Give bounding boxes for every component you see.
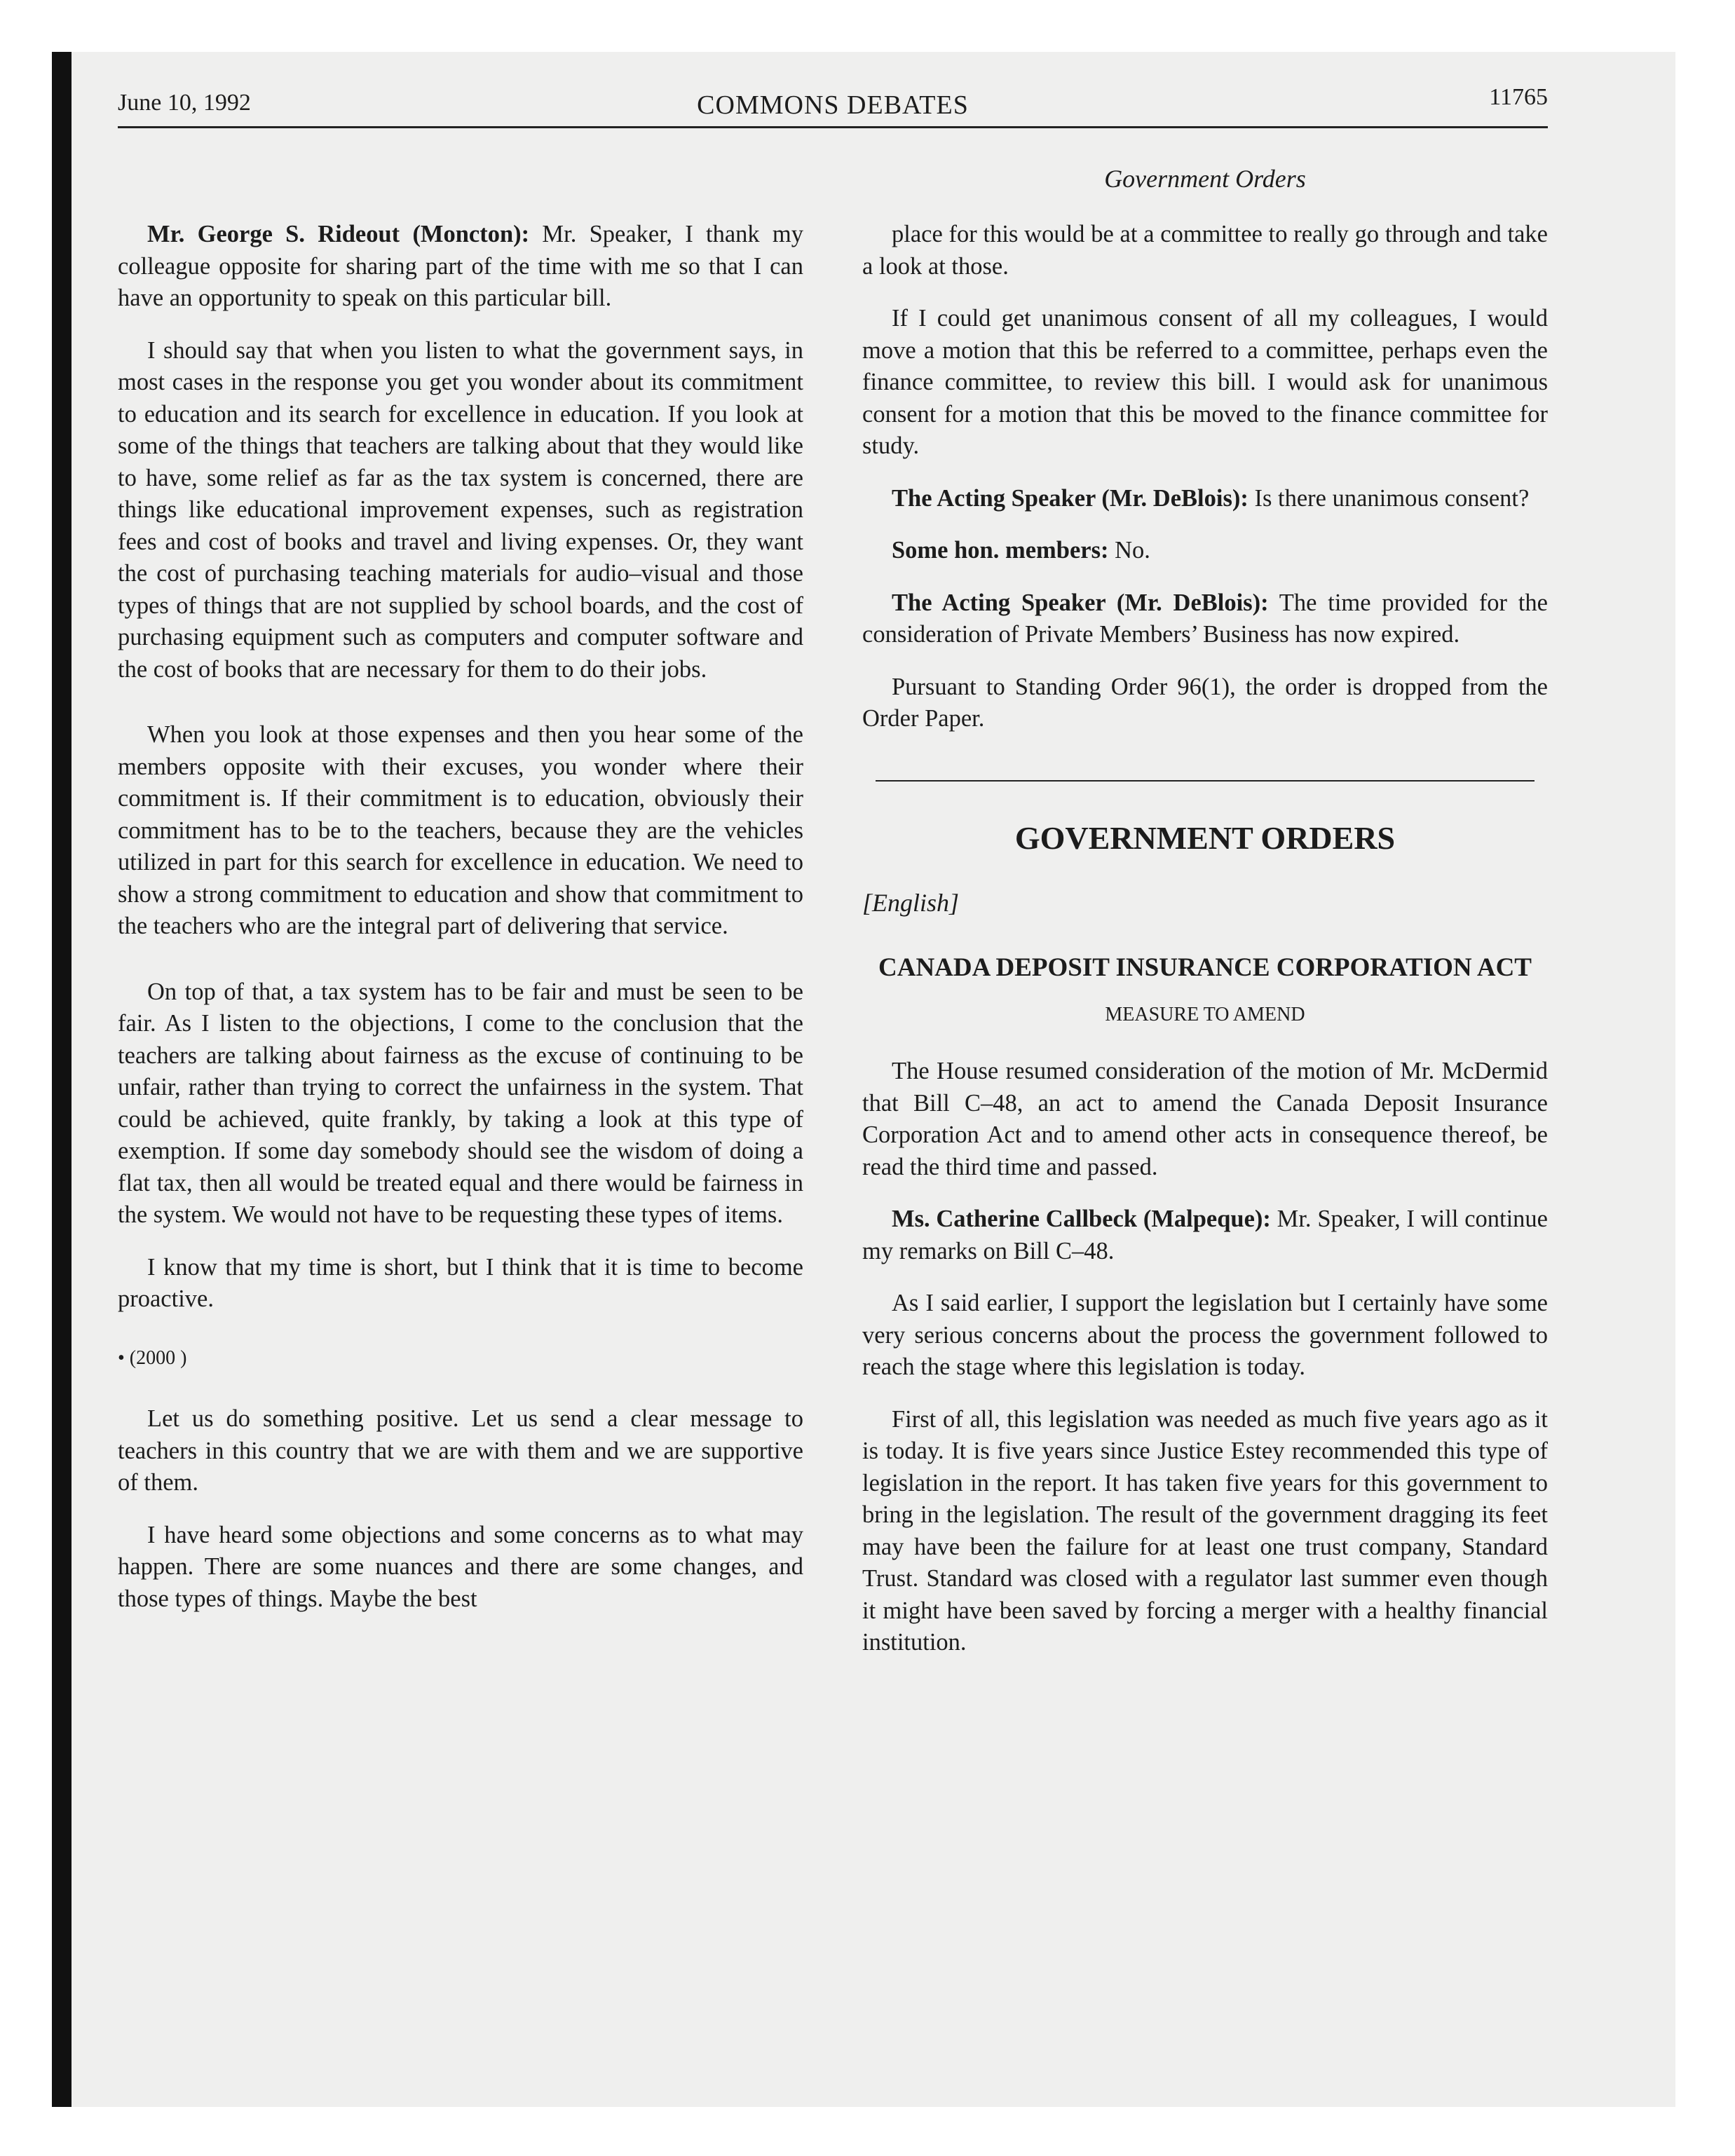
scan-edge-bar [52, 52, 72, 2107]
page-header [118, 84, 1548, 121]
paragraph-text: Is there unanimous consent? [1248, 484, 1530, 512]
paragraph: Let us do something positive. Let us send a clear message to teachers in this country that we are with them and we are supportive of them. [118, 1405, 803, 1496]
bill-title: CANADA DEPOSIT INSURANCE CORPORATION ACT [878, 953, 1532, 982]
paragraph-text: No. [1108, 537, 1150, 564]
paragraph [118, 219, 803, 315]
speaker-name: The Acting Speaker (Mr. DeBlois): [892, 484, 1248, 512]
speaker-name: Mr. George S. Rideout (Moncton): [147, 221, 530, 247]
paragraph: Pursuant to Standing Order 96(1), the order is dropped from the Order Paper. [862, 673, 1548, 732]
paragraph: When you look at those expenses and then you hear some of the members opposite with their excuses, you wonder where their commitment is. If their commitment is to education, obviously their commitment has to be to the teachers, because they are the vehicles utilized in part for this search for excellence in education. We need to show a strong commitment to education and show that commitment to the teachers who are the integral part of delivering that service. [118, 721, 803, 939]
section-divider [876, 780, 1535, 782]
language-tag: [English] [862, 889, 960, 917]
paragraph-text: Mr. Speaker, I thank my colleague opposite for sharing part of the time with me so that I can have an opportunity to speak on this particular bill. [118, 221, 803, 311]
time-marker: • (2000 ) [118, 1346, 187, 1369]
paragraph-text: Mr. Speaker, I will continue my remarks on Bill C–48. [862, 1206, 1548, 1264]
paragraph: place for this would be at a committee to really go through and take a look at those. [862, 221, 1548, 280]
header-publication: COMMONS DEBATES [697, 90, 969, 120]
paragraph: First of all, this legislation was needed as much five years ago as it is today. It is five years since Justice Estey recommended this type of legislation in the report. It has taken five years for this government to bring in the legislation. The result of the government dragging its feet may have been the failure for at least one trust company, Standard Trust. Standard was closed with a regulator last summer even though it might have been saved by forcing a merger with a healthy financial institution. [862, 1405, 1548, 1656]
bill-subhead: MEASURE TO AMEND [1105, 1003, 1305, 1025]
paragraph-text: The time provided for the consideration of Private Members’ Business has now expired. [862, 589, 1548, 648]
paragraph [862, 587, 1548, 651]
paragraph: I should say that when you listen to what the government says, in most cases in the response you get you wonder about its commitment to education and its search for excellence in education. If you look at some of the things that teachers are talking about that they would like to have, some relief as far as the tax system is concerned, there are things like educational improvement expenses, such as registration fees and cost of books and travel and living expenses. Or, they want the cost of purchasing teaching materials for audio–visual and those types of things that are not supplied by school boards, and the cost of purchasing equipment such as computers and computer software and the cost of books that are necessary for them to do their jobs. [118, 336, 803, 683]
paragraph: If I could get unanimous consent of all my colleagues, I would move a motion that this be referred to a committee, perhaps even the finance committee, to review this bill. I would ask for unanimous consent for a motion that this be moved to the finance committee for study. [862, 305, 1548, 459]
paragraph: I know that my time is short, but I think that it is time to become proactive. [118, 1253, 803, 1312]
header-rule [118, 126, 1548, 128]
paragraph [862, 483, 1548, 515]
left-column [118, 219, 803, 1635]
header-page-number: 11765 [1489, 84, 1548, 110]
speaker-name: The Acting Speaker (Mr. DeBlois): [892, 589, 1269, 616]
running-head: Government Orders [1104, 165, 1306, 193]
right-column [862, 219, 1548, 1679]
paragraph: I have heard some objections and some concerns as to what may happen. There are some nuances and there are some changes, and those types of things. Maybe the best [118, 1521, 803, 1612]
paragraph: As I said earlier, I support the legislation but I certainly have some very serious concerns about the process the government followed to reach the stage where this legislation is today. [862, 1290, 1548, 1380]
paragraph [862, 535, 1548, 567]
speaker-name: Some hon. members: [892, 537, 1109, 564]
paragraph: On top of that, a tax system has to be fair and must be seen to be fair. As I listen to the objections, I come to the conclusion that the teachers are talking about fairness as the excuse of continuing to be unfair, rather than trying to correct the unfairness in the system. That could be achieved, quite frankly, by taking a look at this type of exemption. If some day somebody should see the wisdom of doing a flat tax, then all would be treated equal and there would be fairness in the system. We would not have to be requesting these types of items. [118, 978, 803, 1228]
header-date: June 10, 1992 [118, 90, 251, 116]
section-title: GOVERNMENT ORDERS [1014, 819, 1396, 856]
paragraph [862, 1203, 1548, 1267]
speaker-name: Ms. Catherine Callbeck (Malpeque): [892, 1206, 1271, 1232]
paragraph: The House resumed consideration of the motion of Mr. McDermid that Bill C–48, an act to amend the Canada Deposit Insurance Corporation Act and to amend other acts in consequence thereof, be read the third time and passed. [862, 1058, 1548, 1180]
